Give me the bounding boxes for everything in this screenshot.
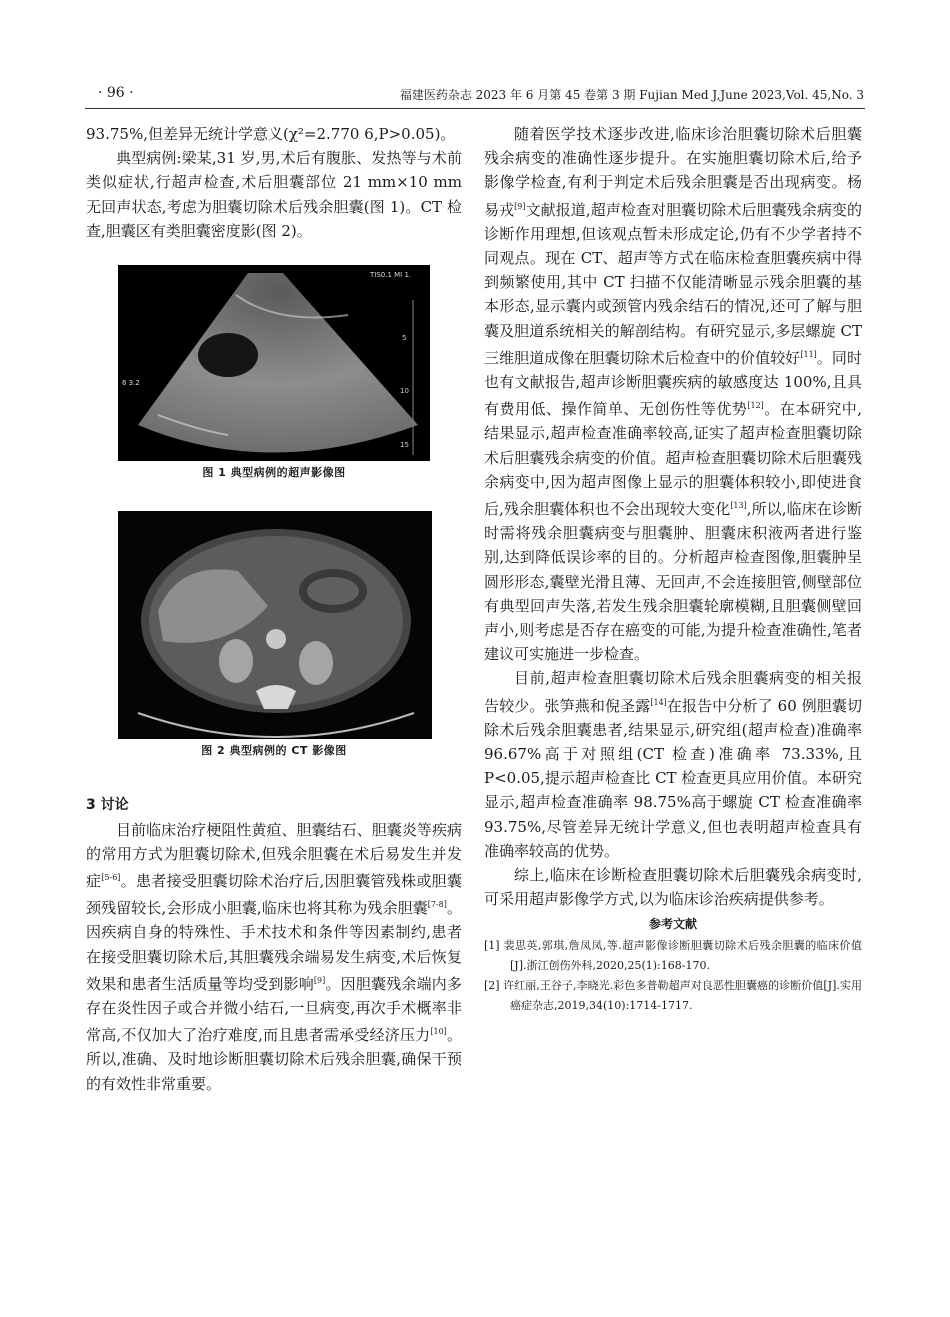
us-scale-5: 5 xyxy=(402,334,407,343)
paragraph: 典型病例:梁某,31 岁,男,术后有腹胀、发热等与术前类似症状,行超声检查,术后胆囊部位 21 mm×10 mm 无回声状态,考虑为胆囊切除术后残余胆囊(图 1)。CT 检查,胆囊区有类胆囊密度影(图 2)。 xyxy=(86,149,462,240)
ultrasound-image xyxy=(118,265,430,461)
us-scale-10: 10 xyxy=(400,387,409,396)
left-column xyxy=(86,122,462,1096)
references-title: 参考文献 xyxy=(648,916,697,931)
citation[interactable]: [10] xyxy=(430,1027,447,1037)
us-scale-15: 15 xyxy=(400,441,409,450)
us-top-right: TIS0.1 MI 1. xyxy=(370,271,412,280)
us-depth: 6 3.2 xyxy=(122,379,140,388)
figure-1 xyxy=(118,265,430,461)
paragraph: 目前临床治疗梗阻性黄疸、胆囊结石、胆囊炎等疾病的常用方式为胆囊切除术,但残余胆囊在术后易发生并发症[5-6]。患者接受胆囊切除术治疗后,因胆囊管残株或胆囊颈残留较长,会形成小胆囊,临床也将其称为残余胆囊[7-8]。因疾病自身的特殊性、手术技术和条件等因素制约,患者在接受胆囊切除术后,其胆囊残余端易发生病变,术后恢复效果和患者生活质量等均受到影响[9]。因胆囊残余端内多存在炎性因子或合并微小结石,一旦病变,再次手术概率非常高,不仅加大了治疗难度,而且患者需承受经济压力[10]。所以,准确、及时地诊断胆囊切除术后残余胆囊,确保干预的有效性非常重要。 xyxy=(86,820,462,1093)
header-rule xyxy=(85,108,865,109)
paragraph: 随着医学技术逐步改进,临床诊治胆囊切除术后胆囊残余病变的准确性逐步提升。在实施胆囊切除术后,给予影像学检查,有利于判定术后残余胆囊是否出现病变。杨易戎[9]文献报道,超声检查对胆囊切除术后胆囊残余病变的诊断作用理想,但该观点暂未形成定论,仍有不少学者持不同观点。现在 CT、超声等方式在临床检查胆囊疾病中得到频繁使用,其中 CT 扫描不仅能清晰显示残余胆囊的基本形态,显示囊内或颈管内残余结石的情况,还可了解与胆囊及胆道系统相关的解剖结构。有研究显示,多层螺旋 CT 三维胆道成像在胆囊切除术后检查中的价值较好[11]。同时也有文献报告,超声诊断胆囊疾病的敏感度达 100%,且具有费用低、操作简单、无创伤性等优势[12]。在本研究中,结果显示,超声检查准确率较高,证实了超声检查胆囊切除术后胆囊残余病变的价值。超声检查胆囊切除术后胆囊残余病变中,因为超声图像上显示的胆囊体积较小,即使进食后,残余胆囊体积也不会出现较大变化[13],所以,临床在诊断时需将残余胆囊病变与胆囊肿、胆囊床积液两者进行鉴别,达到降低误诊率的目的。分析超声检查图像,胆囊肿呈圆形形态,囊壁光滑且薄、无回声,不会连接胆管,侧壁部位有典型回声失落,若发生残余胆囊轮廓模糊,且胆囊侧壁回声小,则考虑是否存在癌变的可能,为提升检查准确性,笔者建议可实施进一步检查。 xyxy=(484,125,862,664)
citation[interactable]: [9] xyxy=(514,201,526,211)
journal-header: 福建医药杂志 2023 年 6 月第 45 卷第 3 期 Fujian Med J,June 2023,Vol. 45,No. 3 xyxy=(399,88,864,102)
figure-2-caption: 图 2 典型病例的 CT 影像图 xyxy=(201,744,347,758)
figure-1-caption: 图 1 典型病例的超声影像图 xyxy=(202,466,346,480)
paragraph: 93.75%,但差异无统计学意义(χ²=2.770 6,P>0.05)。 xyxy=(86,125,456,143)
page-number: · 96 · xyxy=(98,85,134,101)
citation[interactable]: [11] xyxy=(800,349,817,359)
section-title: 3 讨论 xyxy=(86,797,129,814)
citation[interactable]: [12] xyxy=(747,401,764,411)
paragraph: 目前,超声检查胆囊切除术后残余胆囊病变的相关报告较少。张笋燕和倪圣露[14]在报告中分析了 60 例胆囊切除术后残余胆囊患者,结果显示,研究组(超声检查)准确率 96.67%高于对照组(CT 检查)准确率 73.33%,且 P<0.05,提示超声检查比 CT 检查更具应用价值。本研究显示,超声检查准确率 98.75%高于螺旋 CT 检查准确率 93.75%,尽管差异无统计学意义,但也表明超声检查具有准确率较高的优势。 xyxy=(484,669,862,860)
figure-2 xyxy=(118,511,432,739)
right-column xyxy=(484,122,862,1016)
citation[interactable]: [7-8] xyxy=(427,900,447,910)
ct-image xyxy=(118,511,432,739)
reference-item: [1] 裴思英,郭琪,詹凤凤,等.超声影像诊断胆囊切除术后残余胆囊的临床价值[J].浙江创伤外科,2020,25(1):168-170. xyxy=(484,938,862,972)
citation[interactable]: [5-6] xyxy=(101,873,121,883)
citation[interactable]: [14] xyxy=(650,697,667,707)
citation[interactable]: [13] xyxy=(730,501,747,511)
citation[interactable]: [9] xyxy=(313,975,326,985)
reference-item: [2] 许红丽,王谷子,李晓光.彩色多普勒超声对良恶性胆囊癌的诊断价值[J].实用癌症杂志,2019,34(10):1714-1717. xyxy=(484,978,862,1012)
paragraph: 综上,临床在诊断检查胆囊切除术后胆囊残余病变时,可采用超声影像学方式,以为临床诊治疾病提供参考。 xyxy=(484,866,862,909)
